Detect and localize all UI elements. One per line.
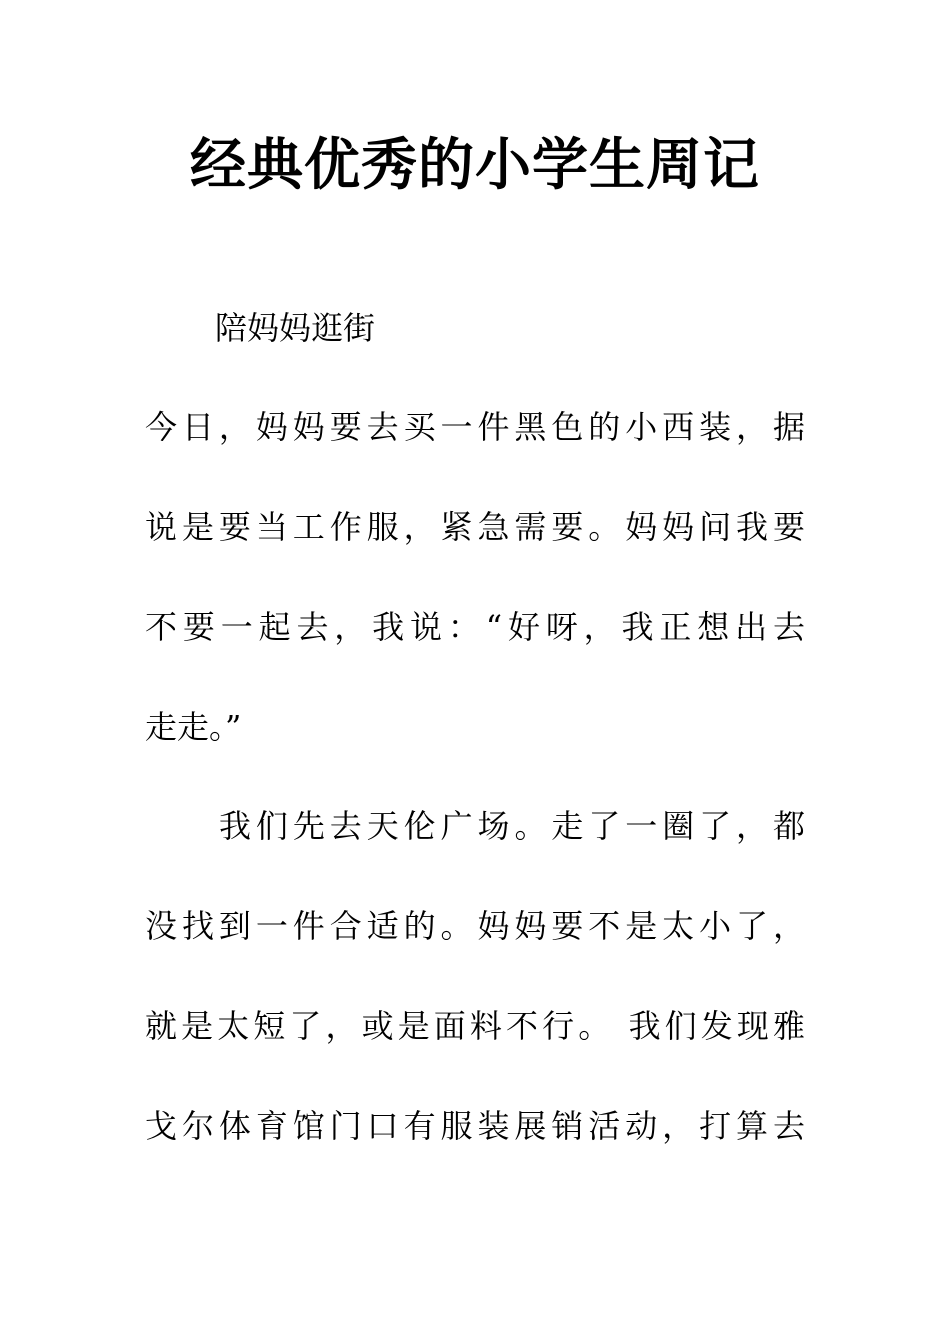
paragraph-line: 我们先去天伦广场。走了一圈了，都	[219, 807, 805, 845]
paragraph-line: 没找到一件合适的。妈妈要不是太小了，	[145, 907, 805, 945]
page-title: 经典优秀的小学生周记	[190, 133, 760, 198]
paragraph-line: 不要一起去，我说：“好呀，我正想出去	[145, 608, 805, 646]
paragraph-line: 就是太短了，或是面料不行。 我们发现雅	[145, 1007, 805, 1045]
paragraph-line: 戈尔体育馆门口有服装展销活动，打算去	[145, 1107, 805, 1145]
section-heading: 陪妈妈逛街	[215, 309, 376, 347]
paragraph-line: 今日，妈妈要去买一件黑色的小西装，据	[145, 408, 805, 446]
paragraph-line: 走走。”	[145, 708, 242, 746]
paragraph-line: 说是要当工作服，紧急需要。妈妈问我要	[145, 508, 805, 546]
